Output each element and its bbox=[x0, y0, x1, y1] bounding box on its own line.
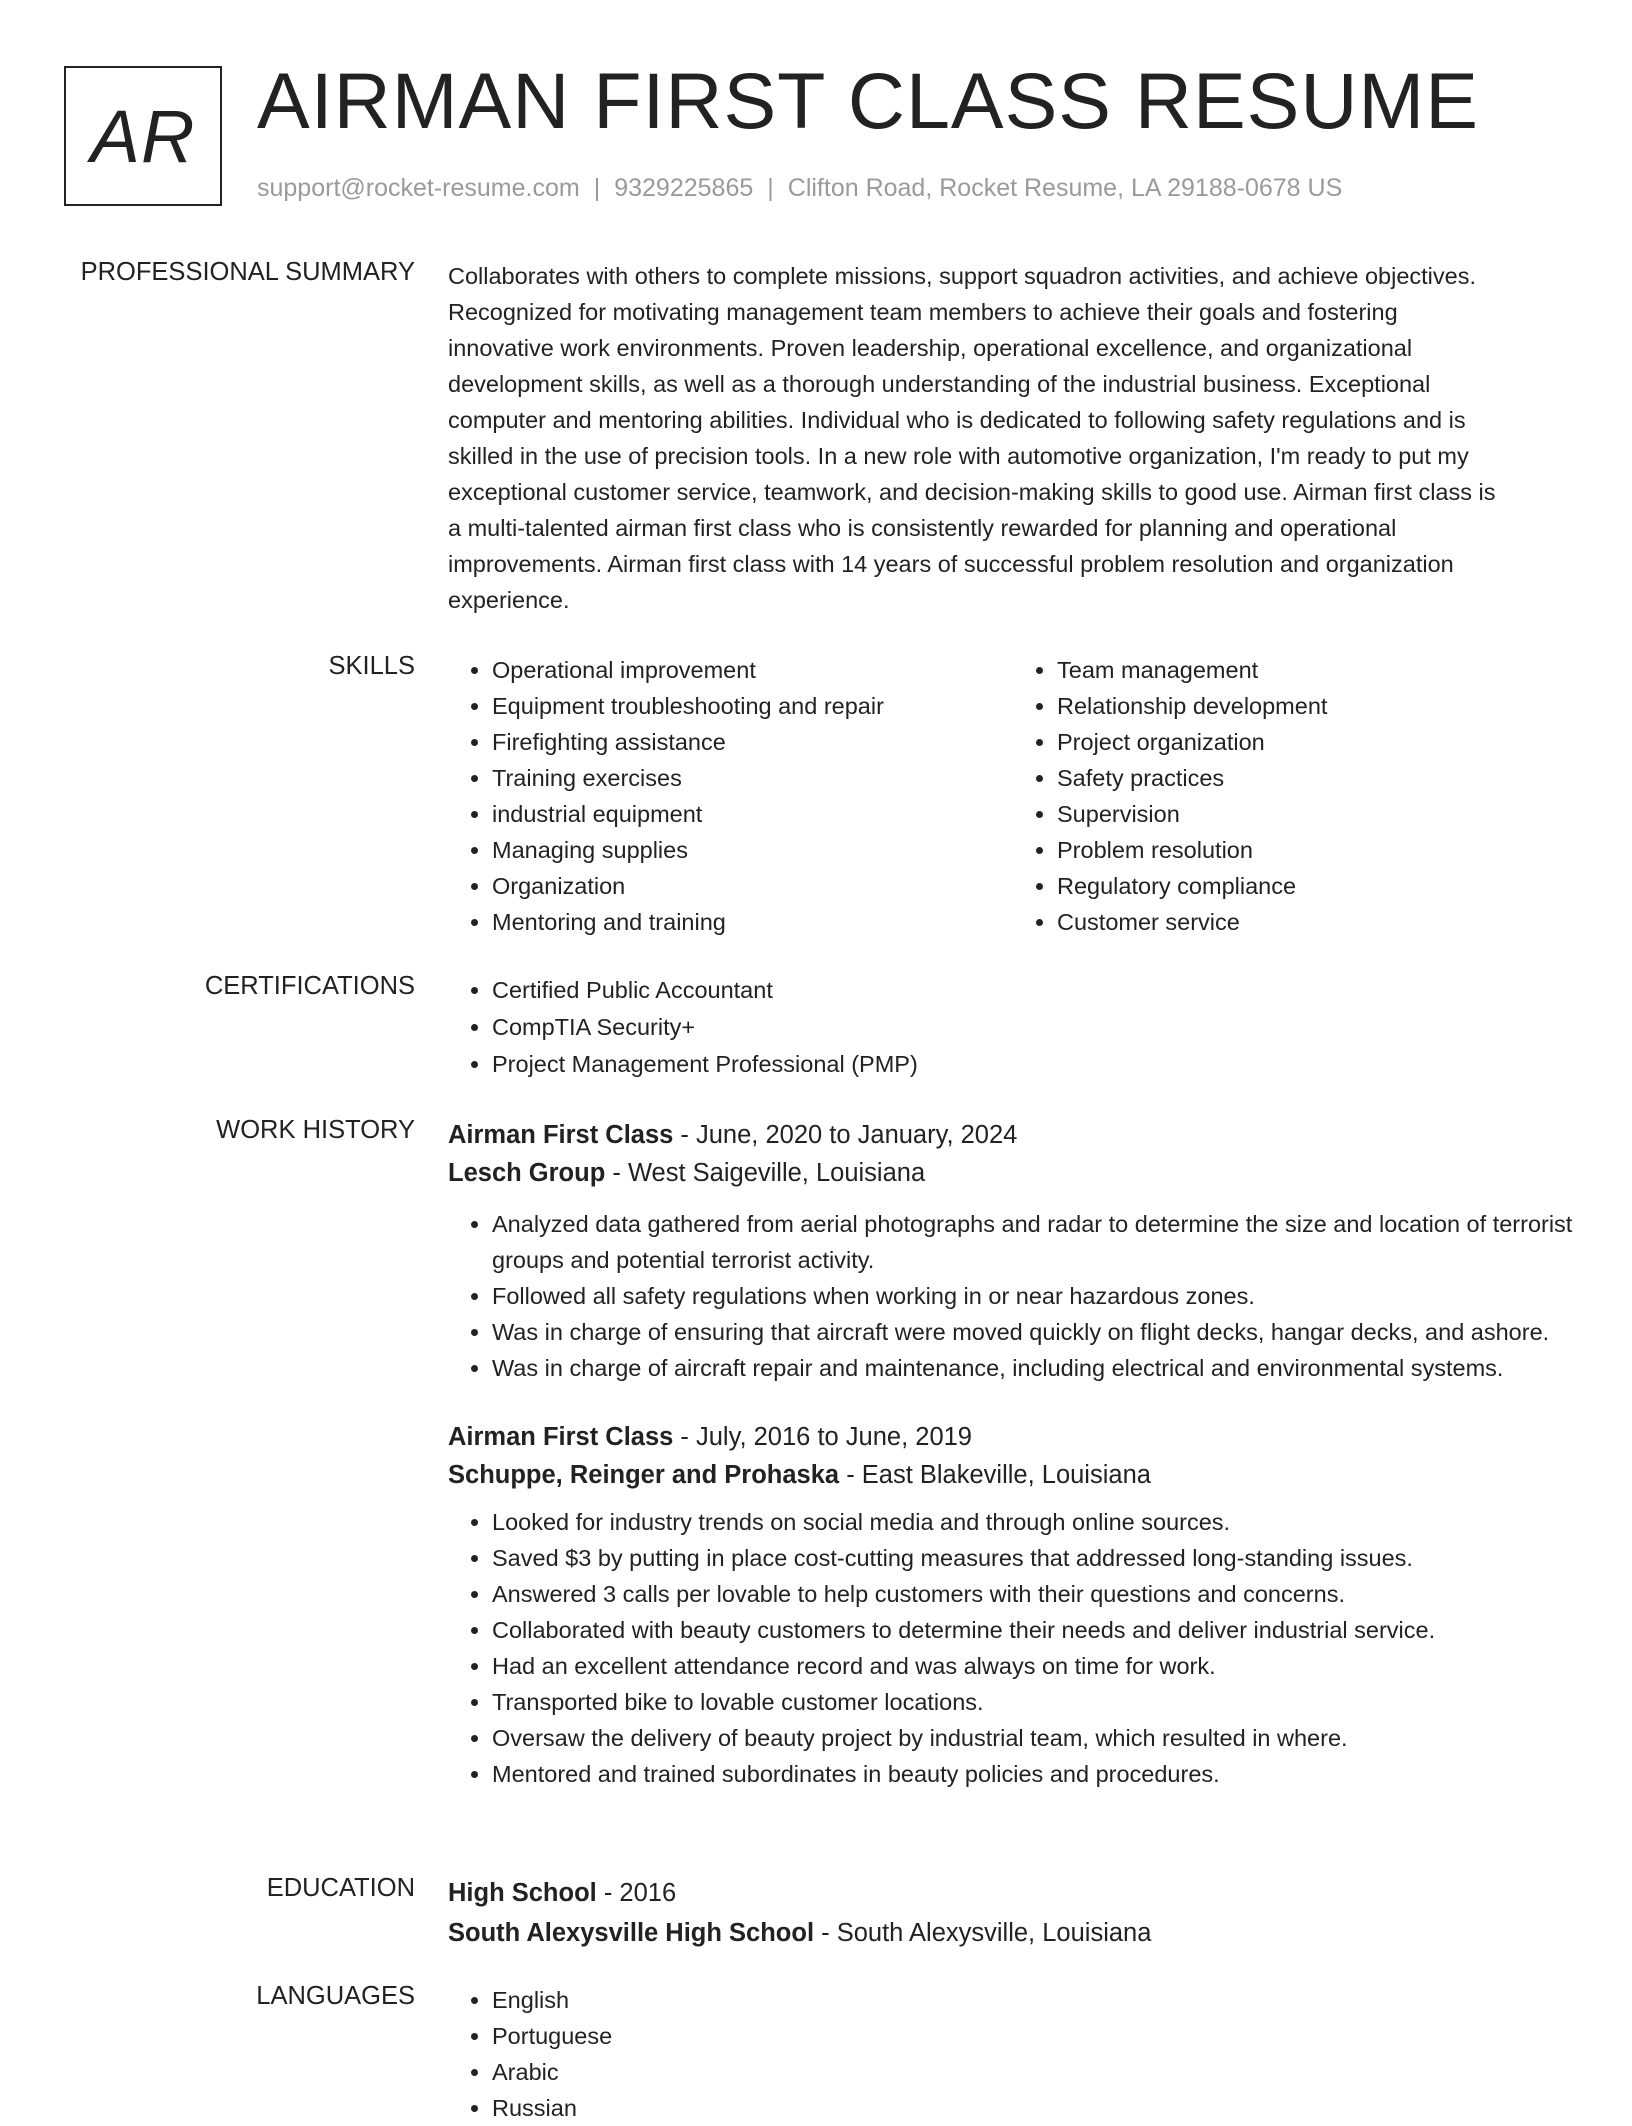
skill-item: • Relationship development bbox=[1057, 688, 1578, 724]
section-label-languages: LANGUAGES bbox=[256, 1982, 415, 2010]
certification-item: • Project Management Professional (PMP) bbox=[492, 1046, 1578, 1083]
job-location: - East Blakeville, Louisiana bbox=[839, 1461, 1151, 1489]
job-entry bbox=[448, 1418, 1578, 1792]
skill-item: • Managing supplies bbox=[492, 832, 1013, 868]
contact-separator: | bbox=[767, 174, 774, 202]
certification-item: • Certified Public Accountant bbox=[492, 972, 1578, 1009]
section-label-work-history: WORK HISTORY bbox=[216, 1116, 415, 1144]
education-school-line bbox=[448, 1914, 1578, 1952]
education-degree-line bbox=[448, 1874, 1578, 1912]
resume-title: AIRMAN FIRST CLASS RESUME bbox=[257, 56, 1479, 145]
skill-item: • Supervision bbox=[1057, 796, 1578, 832]
language-item: • Portuguese bbox=[492, 2018, 1578, 2054]
work-history-body bbox=[448, 1116, 1578, 1792]
contact-phone: 9329225865 bbox=[614, 174, 754, 202]
job-bullet: • Transported bike to lovable customer locations. bbox=[492, 1684, 1578, 1720]
skill-item: • Mentoring and training bbox=[492, 904, 1013, 940]
skills-list-left bbox=[448, 652, 1013, 940]
skills-list-right bbox=[1013, 652, 1578, 940]
skill-item: • Training exercises bbox=[492, 760, 1013, 796]
job-title: Airman First Class bbox=[448, 1121, 674, 1149]
education-year: - 2016 bbox=[596, 1879, 677, 1907]
section-label-certifications: CERTIFICATIONS bbox=[204, 972, 415, 1000]
education-body bbox=[448, 1874, 1578, 1952]
job-company: Schuppe, Reinger and Prohaska bbox=[448, 1461, 840, 1489]
skill-item: • Operational improvement bbox=[492, 652, 1013, 688]
skill-item: • Customer service bbox=[1057, 904, 1578, 940]
job-title: Airman First Class bbox=[448, 1423, 674, 1451]
education-school: South Alexysville High School bbox=[448, 1919, 815, 1947]
job-bullet: • Looked for industry trends on social media and through online sources. bbox=[492, 1504, 1578, 1540]
job-bullet: • Answered 3 calls per lovable to help customers with their questions and concerns. bbox=[492, 1576, 1578, 1612]
skill-item: • Problem resolution bbox=[1057, 832, 1578, 868]
job-dates: - June, 2020 to January, 2024 bbox=[673, 1121, 1018, 1149]
job-bullet: • Oversaw the delivery of beauty project by industrial team, which resulted in where. bbox=[492, 1720, 1578, 1756]
job-bullet: • Was in charge of ensuring that aircraft were moved quickly on flight decks, hangar decks, and ashore. bbox=[492, 1314, 1578, 1350]
skill-item: • Regulatory compliance bbox=[1057, 868, 1578, 904]
summary-line: exceptional customer service, teamwork, and decision-making skills to good use. Airman first class is bbox=[448, 479, 1496, 505]
job-bullet-list bbox=[448, 1504, 1578, 1792]
contact-email: support@rocket-resume.com bbox=[257, 174, 580, 202]
job-location: - West Saigeville, Louisiana bbox=[605, 1159, 926, 1187]
certification-item: • CompTIA Security+ bbox=[492, 1009, 1578, 1046]
skill-item: • Safety practices bbox=[1057, 760, 1578, 796]
section-label-summary: PROFESSIONAL SUMMARY bbox=[80, 258, 415, 286]
summary-line: experience. bbox=[448, 587, 570, 613]
job-company-line bbox=[448, 1154, 1578, 1192]
summary-line: innovative work environments. Proven leadership, operational excellence, and organizational bbox=[448, 335, 1413, 361]
skill-item: • Organization bbox=[492, 868, 1013, 904]
job-title-line bbox=[448, 1418, 1578, 1456]
skill-item: • Team management bbox=[1057, 652, 1578, 688]
skill-item: • Project organization bbox=[1057, 724, 1578, 760]
contact-address: Clifton Road, Rocket Resume, LA 29188-0678 US bbox=[787, 174, 1343, 202]
job-company-line bbox=[448, 1456, 1578, 1494]
job-bullet: • Saved $3 by putting in place cost-cutting measures that addressed long-standing issues. bbox=[492, 1540, 1578, 1576]
certifications-body bbox=[448, 972, 1578, 1083]
skill-item: • industrial equipment bbox=[492, 796, 1013, 832]
skill-item: • Firefighting assistance bbox=[492, 724, 1013, 760]
summary-text bbox=[448, 258, 1578, 618]
education-degree: High School bbox=[448, 1879, 597, 1907]
language-item: • Russian bbox=[492, 2090, 1578, 2126]
summary-line: skilled in the use of precision tools. In a new role with automotive organization, I'm ready to put my bbox=[448, 443, 1469, 469]
skills-columns bbox=[448, 652, 1578, 940]
job-dates: - July, 2016 to June, 2019 bbox=[673, 1423, 972, 1451]
job-bullet: • Was in charge of aircraft repair and maintenance, including electrical and environmental systems. bbox=[492, 1350, 1578, 1386]
language-item: • Arabic bbox=[492, 2054, 1578, 2090]
job-company: Lesch Group bbox=[448, 1159, 606, 1187]
job-bullet: • Had an excellent attendance record and was always on time for work. bbox=[492, 1648, 1578, 1684]
job-bullet-list bbox=[448, 1206, 1578, 1386]
skill-item: • Equipment troubleshooting and repair bbox=[492, 688, 1013, 724]
summary-line: Recognized for motivating management team members to achieve their goals and fostering bbox=[448, 299, 1398, 325]
section-label-skills: SKILLS bbox=[328, 652, 415, 680]
job-entry bbox=[448, 1116, 1578, 1386]
certifications-list bbox=[448, 972, 1578, 1083]
job-bullet: • Followed all safety regulations when working in or near hazardous zones. bbox=[492, 1278, 1578, 1314]
languages-body bbox=[448, 1982, 1578, 2126]
summary-line: development skills, as well as a thorough understanding of the industrial business. Exceptional bbox=[448, 371, 1431, 397]
job-bullet: • Mentored and trained subordinates in beauty policies and procedures. bbox=[492, 1756, 1578, 1792]
education-location: - South Alexysville, Louisiana bbox=[814, 1919, 1152, 1947]
summary-line: a multi-talented airman first class who is consistently rewarded for planning and operational bbox=[448, 515, 1397, 541]
summary-line: computer and mentoring abilities. Individual who is dedicated to following safety regulations and is bbox=[448, 407, 1466, 433]
monogram-badge: AR bbox=[64, 66, 222, 206]
job-bullet: • Collaborated with beauty customers to determine their needs and deliver industrial service. bbox=[492, 1612, 1578, 1648]
languages-list bbox=[448, 1982, 1578, 2126]
summary-line: improvements. Airman first class with 14 years of successful problem resolution and organization bbox=[448, 551, 1454, 577]
contact-separator: | bbox=[593, 174, 601, 202]
language-item: • English bbox=[492, 1982, 1578, 2018]
job-bullet: • Analyzed data gathered from aerial photographs and radar to determine the size and location of terrorist groups and potential terrorist activity. bbox=[492, 1206, 1578, 1278]
section-label-education: EDUCATION bbox=[266, 1874, 415, 1902]
contact-line bbox=[257, 174, 1342, 203]
summary-line: Collaborates with others to complete missions, support squadron activities, and achieve objectives. bbox=[448, 263, 1476, 289]
job-title-line bbox=[448, 1116, 1578, 1154]
